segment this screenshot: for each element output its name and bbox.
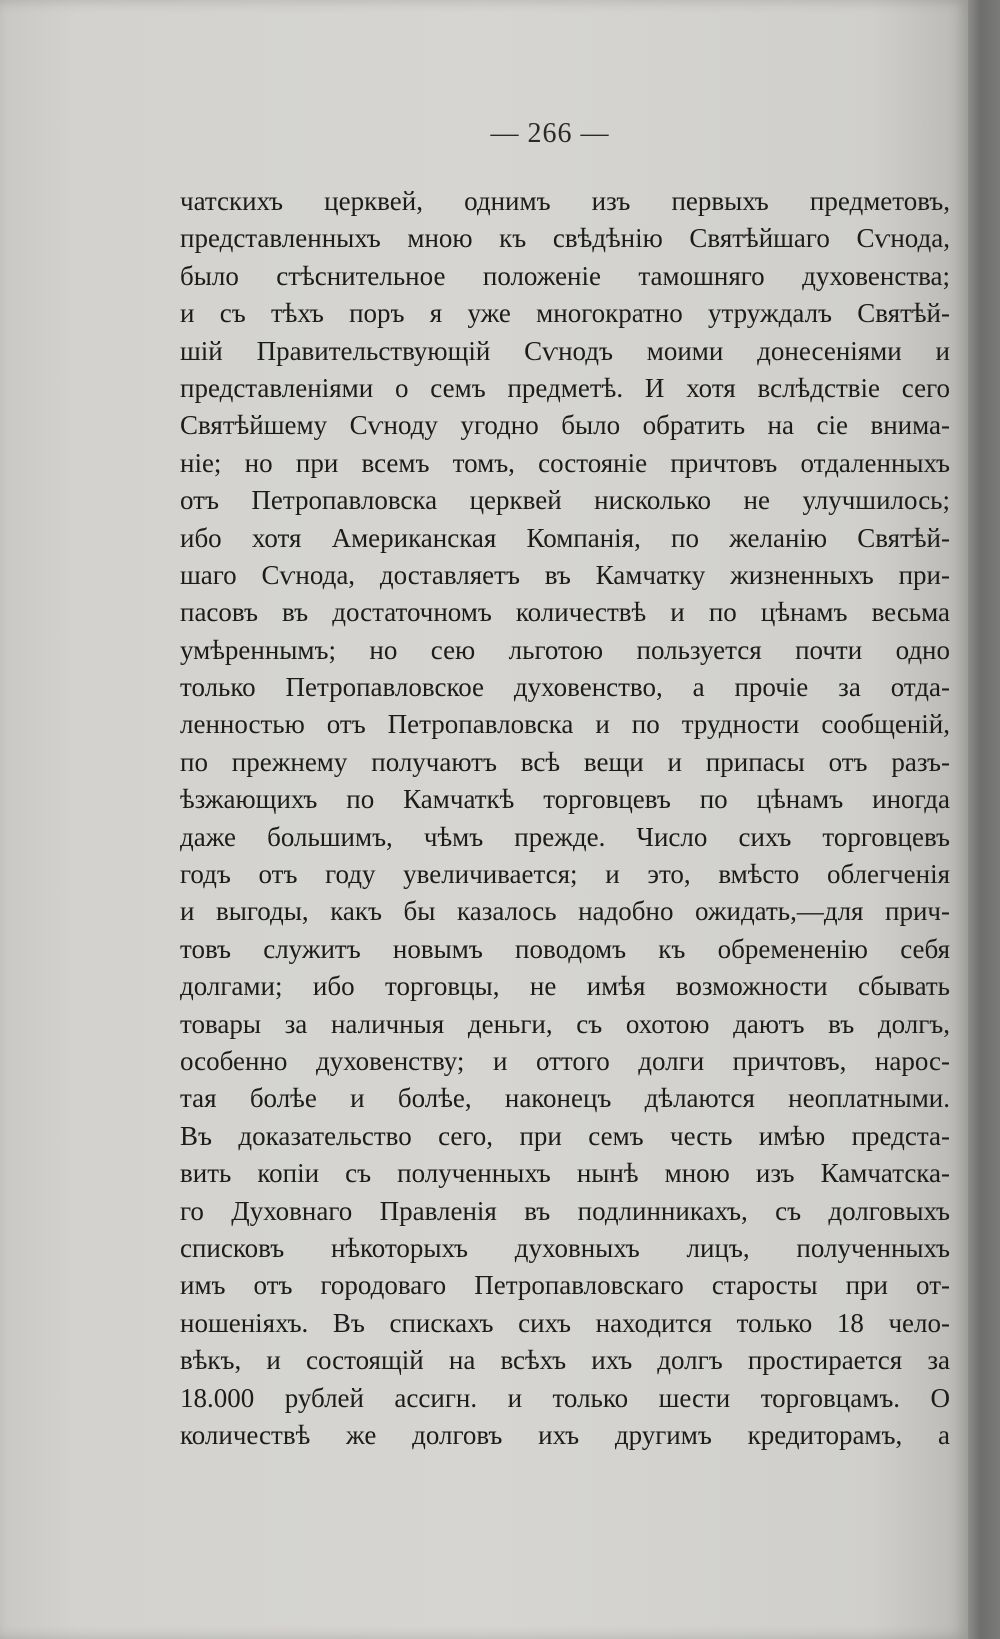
text-line: списковъ нѣкоторыхъ духовныхъ лицъ, полученныхъ <box>180 1232 950 1263</box>
text-line: только Петропавловское духовенство, а прочіе за отда- <box>180 672 950 703</box>
text-line: шій Правительствующій Сѵнодъ моими донесеніями и <box>180 335 950 366</box>
text-line: ніе; но при всемъ томъ, состояніе причтовъ отдаленныхъ <box>180 447 950 478</box>
text-line: ибо хотя Американская Компанія, по желанію Святѣй- <box>180 522 950 553</box>
text-line: го Духовнаго Правленія въ подлинникахъ, съ долговыхъ <box>180 1195 950 1226</box>
text-line: умѣреннымъ; но сею льготою пользуется почти одно <box>180 634 950 665</box>
text-line: представленіями о семъ предметѣ. И хотя вслѣдствіе сего <box>180 372 950 403</box>
text-line: товары за наличныя деньги, съ охотою даютъ въ долгъ, <box>180 1008 950 1039</box>
body-text <box>180 183 950 1454</box>
text-line: отъ Петропавловска церквей нисколько не улучшилось; <box>180 485 950 516</box>
text-line: Въ доказательство сего, при семъ честь имѣю предста- <box>180 1120 950 1151</box>
text-line: Святѣйшему Сѵноду угодно было обратить на сіе внима- <box>180 410 950 441</box>
page-edge-shadow <box>968 0 1000 1639</box>
text-line: и съ тѣхъ поръ я уже многократно утруждалъ Святѣй- <box>180 298 950 329</box>
text-line: вѣкъ, и состоящій на всѣхъ ихъ долгъ простирается за <box>180 1345 950 1376</box>
text-line: ношеніяхъ. Въ спискахъ сихъ находится только 18 чело- <box>180 1307 950 1338</box>
text-line: особенно духовенству; и оттого долги причтовъ, нарос- <box>180 1045 950 1076</box>
text-line: долгами; ибо торговцы, не имѣя возможности сбывать <box>180 971 950 1002</box>
page-number: — 266 — <box>490 118 610 149</box>
text-line: чатскихъ церквей, однимъ изъ первыхъ предметовъ, <box>180 186 950 216</box>
text-line: по прежнему получаютъ всѣ вещи и припасы отъ разъ- <box>180 746 950 777</box>
text-line: количествѣ же долговъ ихъ другимъ кредиторамъ, а <box>180 1419 950 1450</box>
text-line: шаго Сѵнода, доставляетъ въ Камчатку жизненныхъ при- <box>180 559 950 590</box>
text-line: тая болѣе и болѣе, наконецъ дѣлаются неоплатными. <box>180 1083 950 1114</box>
text-line: и выгоды, какъ бы казалось надобно ожидать,—для прич- <box>180 896 950 927</box>
text-line: годъ отъ году увеличивается; и это, вмѣсто облегченія <box>180 859 950 890</box>
text-line: товъ служитъ новымъ поводомъ къ обремененію себя <box>180 933 950 964</box>
text-line: вить копіи съ полученныхъ нынѣ мною изъ Камчатска- <box>180 1158 950 1189</box>
text-line: представленныхъ мною къ свѣдѣнію Святѣйшаго Сѵнода, <box>180 223 950 254</box>
text-line: ленностью отъ Петропавловска и по трудности сообщеній, <box>180 709 950 740</box>
text-line: даже большимъ, чѣмъ прежде. Число сихъ торговцевъ <box>180 821 950 852</box>
text-line: 18.000 рублей ассигн. и только шести торговцамъ. О <box>180 1382 950 1413</box>
text-line: имъ отъ городоваго Петропавловскаго старосты при от- <box>180 1270 950 1301</box>
text-line: было стѣснительное положеніе тамошняго духовенства; <box>180 260 950 291</box>
text-line: ѣзжающихъ по Камчаткѣ торговцевъ по цѣнамъ иногда <box>180 784 950 815</box>
text-line: пасовъ въ достаточномъ количествѣ и по цѣнамъ весьма <box>180 597 950 628</box>
